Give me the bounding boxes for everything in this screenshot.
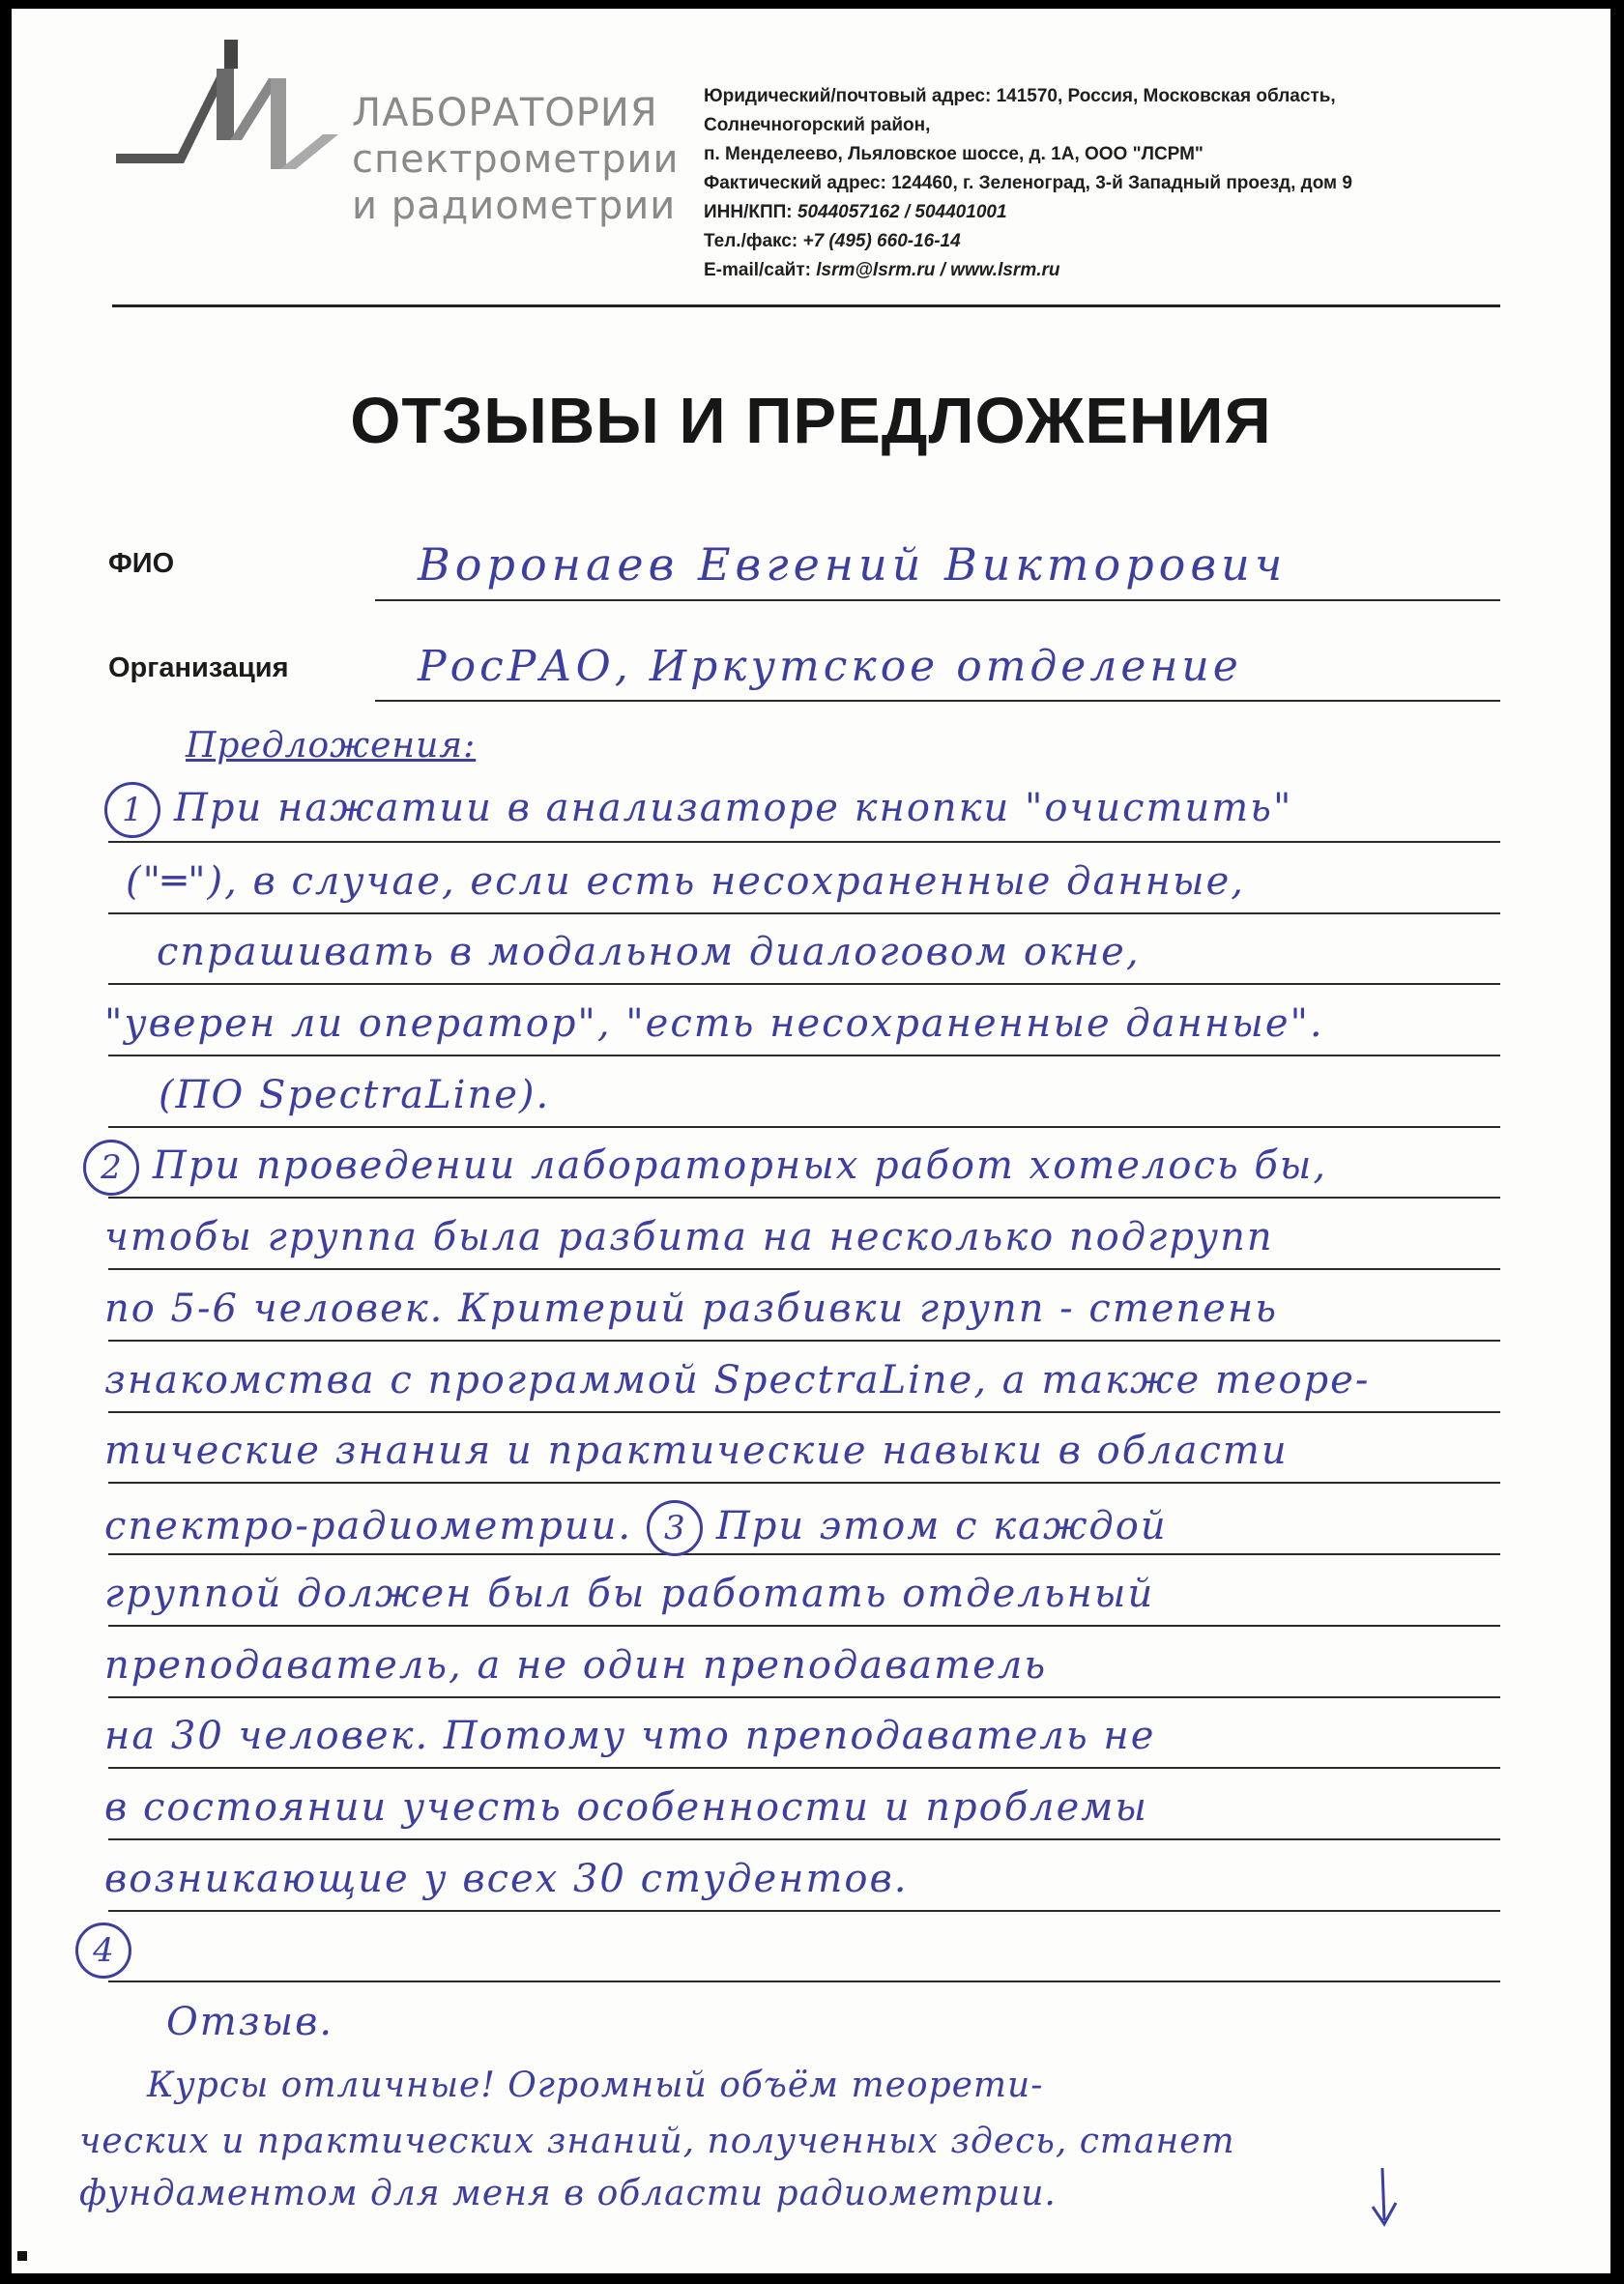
feedback-form-page bbox=[12, 9, 1610, 2273]
ruled-line bbox=[108, 1625, 1500, 1627]
inn-kpp bbox=[704, 198, 1574, 227]
ruled-line bbox=[108, 1340, 1500, 1342]
suggestion-line: группой должен был бы работать отдельный bbox=[104, 1572, 1155, 1616]
feedback-line: фундаментом для меня в области радиометрии. bbox=[79, 2174, 1057, 2213]
lab-name-line: спектрометрии bbox=[352, 137, 680, 182]
ruled-line bbox=[108, 1268, 1500, 1270]
phone bbox=[704, 227, 1574, 256]
suggestion-line: "уверен ли оператор", "есть несохраненные данные". bbox=[104, 1001, 1324, 1046]
item-number: 1 bbox=[104, 782, 160, 838]
feedback-heading: Отзыв. bbox=[166, 2000, 334, 2044]
fio-value: Воронаев Евгений Викторович bbox=[418, 538, 1288, 591]
org-label: Организация bbox=[108, 652, 289, 683]
phone-label: Тел./факс: bbox=[704, 231, 798, 251]
suggestion-line: на 30 человек. Потому что преподаватель не bbox=[104, 1714, 1156, 1758]
ruled-line bbox=[108, 1482, 1500, 1484]
suggestion-line: (ПО SpectraLine). bbox=[159, 1073, 551, 1117]
ruled-line bbox=[108, 841, 1500, 843]
suggestion-line: ("═"), в случае, если есть несохраненные данные, bbox=[126, 859, 1245, 904]
ruled-line bbox=[108, 1838, 1500, 1840]
feedback-line: ческих и практических знаний, полученных здесь, станет bbox=[79, 2122, 1235, 2161]
actual-address: Фактический адрес: 124460, г. Зеленоград, 3-й Западный проезд, дом 9 bbox=[704, 173, 1352, 193]
suggestion-line: 2 При проведении лабораторных работ хотелось бы, bbox=[83, 1140, 1327, 1196]
fio-label: ФИО bbox=[108, 548, 175, 579]
ruled-line bbox=[108, 1126, 1500, 1128]
item-number: 2 bbox=[83, 1140, 139, 1196]
phone-value: +7 (495) 660-16-14 bbox=[802, 231, 961, 251]
suggestion-line: возникающие у всех 30 студентов. bbox=[104, 1857, 909, 1901]
inn-label: ИНН/КПП: bbox=[704, 202, 793, 222]
ruled-line bbox=[108, 912, 1500, 914]
ruled-line bbox=[108, 1767, 1500, 1769]
scan-mark bbox=[17, 2251, 27, 2261]
suggestion-line: преподаватель, а не один преподаватель bbox=[104, 1643, 1048, 1688]
suggestion-line: чтобы группа была разбита на несколько подгрупп bbox=[104, 1215, 1274, 1259]
ruled-line bbox=[108, 1910, 1500, 1912]
org-value: РосРАО, Иркутское отделение bbox=[418, 642, 1242, 691]
suggestion-line: по 5-6 человек. Критерий разбивки групп - степень bbox=[104, 1287, 1278, 1331]
fio-underline bbox=[375, 599, 1500, 601]
suggestion-line: спектро-радиометрии. 3 При этом с каждой bbox=[104, 1500, 1168, 1556]
item-number: 3 bbox=[647, 1500, 703, 1556]
letterhead-divider bbox=[112, 304, 1500, 307]
suggestion-line: спрашивать в модальном диалоговом окне, bbox=[157, 930, 1141, 974]
lab-name-line: и радиометрии bbox=[352, 184, 677, 228]
email-value: lsrm@lsrm.ru / www.lsrm.ru bbox=[816, 260, 1060, 280]
email-site bbox=[704, 256, 1574, 285]
ruled-line bbox=[108, 1696, 1500, 1698]
legal-address: Юридический/почтовый адрес: 141570, Россия, Московская область, bbox=[704, 86, 1336, 106]
suggestion-line: знакомства с программой SpectraLine, а также теоре- bbox=[104, 1358, 1371, 1402]
item-number: 4 bbox=[75, 1923, 131, 1979]
inn-value: 5044057162 / 504401001 bbox=[797, 202, 1007, 222]
ruled-line bbox=[108, 1411, 1500, 1413]
email-label: E-mail/сайт: bbox=[704, 260, 811, 280]
ruled-line bbox=[108, 1980, 1500, 1982]
suggestion-line: в состоянии учесть особенности и проблемы bbox=[104, 1785, 1149, 1830]
org-underline bbox=[375, 700, 1500, 702]
suggestion-line: тические знания и практические навыки в области bbox=[104, 1429, 1289, 1473]
lab-name-line: ЛАБОРАТОРИЯ bbox=[352, 91, 658, 135]
down-arrow-icon bbox=[1365, 2164, 1404, 2232]
suggestion-line bbox=[75, 1923, 145, 1979]
legal-address: Солнечногорский район, bbox=[704, 115, 931, 135]
ruled-line bbox=[108, 1197, 1500, 1199]
legal-address: п. Менделеево, Льяловское шоссе, д. 1А, ООО "ЛСРМ" bbox=[704, 144, 1204, 164]
suggestions-heading: Предложения: bbox=[186, 726, 477, 766]
lab-name bbox=[352, 90, 700, 229]
lsrm-logo-icon bbox=[116, 40, 338, 196]
letterhead-address bbox=[704, 82, 1574, 285]
ruled-line bbox=[108, 1055, 1500, 1056]
suggestion-line: 1 При нажатии в анализаторе кнопки "очистить" bbox=[104, 782, 1292, 838]
page-title: ОТЗЫВЫ И ПРЕДЛОЖЕНИЯ bbox=[350, 385, 1272, 457]
feedback-line: Курсы отличные! Огромный объём теорети- bbox=[147, 2066, 1044, 2105]
ruled-line bbox=[108, 983, 1500, 985]
